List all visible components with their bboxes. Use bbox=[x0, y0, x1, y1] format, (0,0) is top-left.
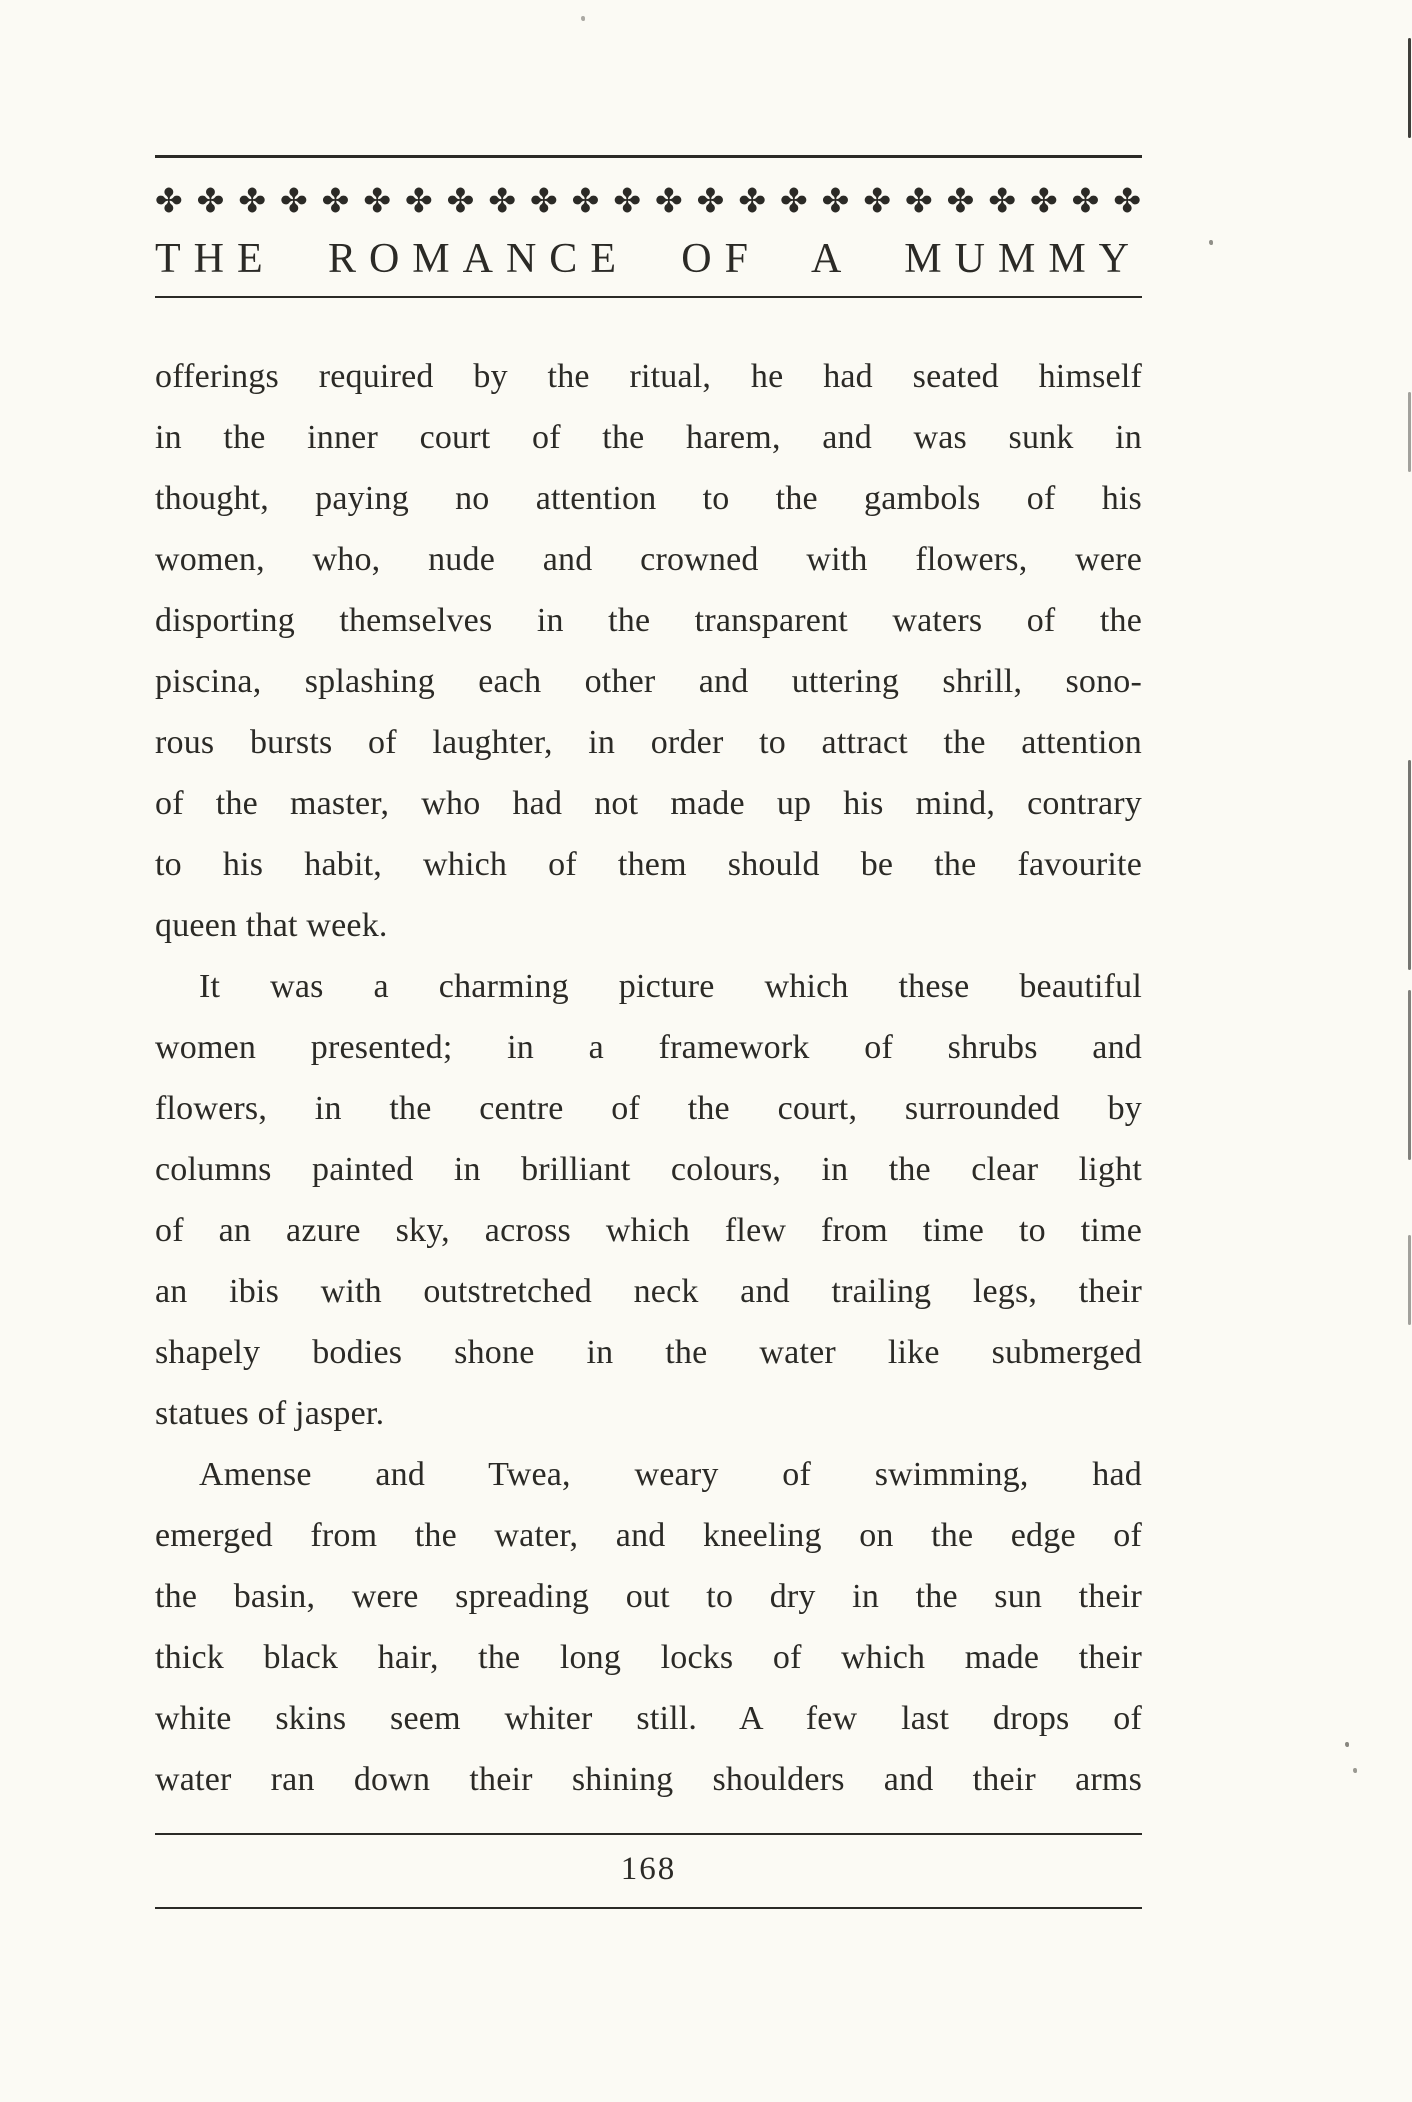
page-footer bbox=[155, 1833, 1142, 1909]
text-line: thick black hair, the long locks of which made their bbox=[155, 1639, 1142, 1676]
scan-artifact-dot bbox=[1345, 1742, 1349, 1747]
scan-edge-mark bbox=[1408, 760, 1411, 970]
text-line: to his habit, which of them should be the favourite bbox=[155, 846, 1142, 883]
text-line: Amense and Twea, weary of swimming, had bbox=[199, 1456, 1142, 1493]
text-column bbox=[155, 0, 1142, 1810]
page-number: 168 bbox=[620, 1851, 677, 1887]
text-line: disporting themselves in the transparent waters of the bbox=[155, 602, 1142, 639]
scan-artifact-dot bbox=[1353, 1768, 1357, 1773]
text-line: piscina, splashing each other and uttering shrill, sono- bbox=[155, 663, 1142, 700]
text-line: columns painted in brilliant colours, in the clear light bbox=[155, 1151, 1142, 1188]
text-line: women, who, nude and crowned with flowers, were bbox=[155, 541, 1142, 578]
text-line: women presented; in a framework of shrubs and bbox=[155, 1029, 1142, 1066]
text-line: offerings required by the ritual, he had seated himself bbox=[155, 358, 1142, 395]
text-line: water ran down their shining shoulders and their arms bbox=[155, 1761, 1142, 1798]
scan-edge-mark bbox=[1408, 392, 1411, 472]
scan-artifact-dot bbox=[1209, 240, 1213, 245]
scan-edge-mark bbox=[1408, 38, 1411, 138]
text-line: thought, paying no attention to the gambols of his bbox=[155, 480, 1142, 517]
text-line: of an azure sky, across which flew from time to time bbox=[155, 1212, 1142, 1249]
book-title: THE ROMANCE OF A MUMMY bbox=[155, 236, 1142, 282]
text-line: the basin, were spreading out to dry in the sun their bbox=[155, 1578, 1142, 1615]
scan-edge-mark bbox=[1408, 990, 1411, 1160]
scan-edge-mark bbox=[1408, 1235, 1411, 1325]
text-line: in the inner court of the harem, and was sunk in bbox=[155, 419, 1142, 456]
text-line: of the master, who had not made up his mind, contrary bbox=[155, 785, 1142, 822]
footer-rule-bottom bbox=[155, 1907, 1142, 1909]
paragraph bbox=[155, 346, 1142, 956]
text-line: white skins seem whiter still. A few last drops of bbox=[155, 1700, 1142, 1737]
header-rule-top bbox=[155, 155, 1142, 158]
page-header bbox=[155, 155, 1142, 298]
text-line: flowers, in the centre of the court, surrounded by bbox=[155, 1090, 1142, 1127]
text-line: rous bursts of laughter, in order to attract the attention bbox=[155, 724, 1142, 761]
text-line: emerged from the water, and kneeling on the edge of bbox=[155, 1517, 1142, 1554]
ornament-row: ✤ ✤ ✤ ✤ ✤ ✤ ✤ ✤ ✤ ✤ ✤ ✤ ✤ ✤ ✤ ✤ ✤ ✤ ✤ ✤ ✤ ✤ ✤ ✤ bbox=[155, 181, 1142, 220]
text-line: It was a charming picture which these beautiful bbox=[199, 968, 1142, 1005]
text-line: statues of jasper. bbox=[155, 1395, 385, 1432]
page-body bbox=[155, 346, 1142, 1810]
scan-artifact-dot bbox=[581, 16, 585, 21]
paragraph bbox=[155, 1444, 1142, 1810]
text-line: an ibis with outstretched neck and trailing legs, their bbox=[155, 1273, 1142, 1310]
footer-rule-top bbox=[155, 1833, 1142, 1835]
header-rule-bottom bbox=[155, 296, 1142, 298]
text-line: shapely bodies shone in the water like submerged bbox=[155, 1334, 1142, 1371]
text-line: queen that week. bbox=[155, 907, 388, 944]
paragraph bbox=[155, 956, 1142, 1444]
